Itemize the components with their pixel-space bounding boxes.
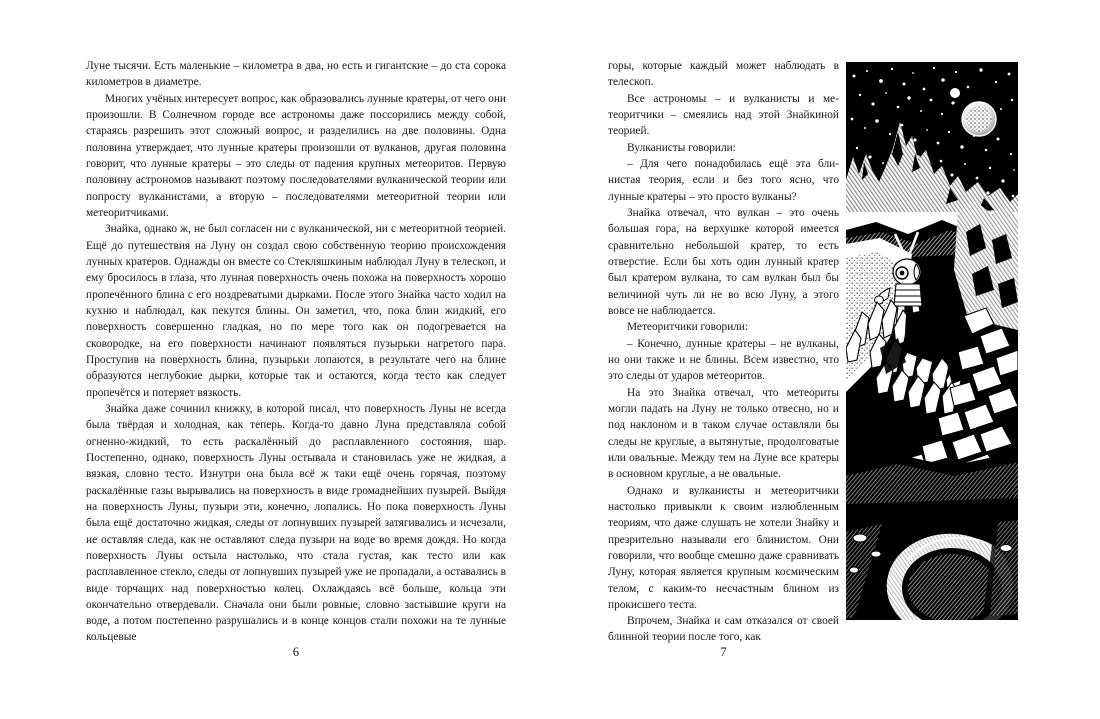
- paragraph: горы, которые каждый может наблюдать в телескоп.: [608, 60, 839, 89]
- paragraph: Метеоритчики говорили:: [627, 321, 749, 334]
- page-number-left: 6: [292, 645, 300, 659]
- bottom-edge: [846, 620, 1018, 626]
- left-page-body: [86, 58, 506, 646]
- paragraph: Многих учёных интересует вопрос, как образовались лунные кратеры, от чего они произошли. В Солнечном городе все астрономы даже поссорились между собой, стараясь разрешить этот сложный вопрос, и разделились на две половины. Одна половина утверждает, что лунные кратеры произошли от вулканов, другая половина говорит, что лунные кратеры – это следы от падения крупных метеоритов. Первую половину астрономов называют поэтому последователями вулканической теории или попросту вулканистами, а вторую – последователями метеоритной теории или метеоритчиками.: [86, 92, 506, 219]
- paragraph: – Для чего понадобилась ещё эта блинистая теория, если и без того ясно, что лунные кратеры – это просто вулканы?: [608, 157, 839, 203]
- paragraph: Знайка, однако ж, не был согласен ни с вулканической, ни с метеоритной теорией. Ещё до путешествия на Луну он создал свою собственную теорию происхождения лунных кратеров. Однажды он вместе со Стекляшкиным наблюдал Луну в телескоп, и ему бросилось в глаза, что лунная поверхность очень похожа на поверхность хорошо пропечённого блина с его ноздреватыми дырками. После этого Знайка часто ходил на кухню и наблюдал, как пекутся блины. Он заметил, что, пока блин жидкий, его поверхность совершенно гладкая, но по мере того как он подогревается на сковородке, на его поверхности начинают появляться пузырьки нагретого пара. Проступив на поверхность блина, пузырьки лопаются, в результате чего на блине образуются неглубокие дырки, которые так и остаются, когда тесто как следует пропечётся и потеряет вязкость.: [86, 223, 506, 399]
- paragraph: На это Знайка отвечал, что метеориты могли падать на Луну не только отвесно, но и под наклоном и в таком случае оставляли бы следы не круглые, а вытянутые, продолговатые или овальные. Между тем на Луне все кратеры в основном круглые, а не овальные.: [608, 386, 839, 481]
- paragraph: Вулканисты говорили:: [627, 141, 736, 154]
- paragraph: Знайка отвечал, что вулкан – это очень большая гора, на верхушке которой имеется сравнительно небольшой кратер, то есть отверстие. Если бы хоть один лунный кратер был кратером вулкана, то сам вулкан был бы величиной чуть ли не во всю Луну, а этого вовсе не наблюдается.: [608, 206, 839, 317]
- planet: [962, 102, 996, 136]
- foreground-plain: [846, 512, 1018, 626]
- small-moon: [950, 88, 960, 98]
- paragraph: Все астрономы – и вулканисты и метеоритчики – смеялись над этой Знайкиной теорией.: [608, 92, 839, 138]
- paragraph: – Конечно, лунные кратеры – не вулканы, но они также и не блины. Всем известно, что это следы от ударов метеоритов.: [608, 337, 839, 383]
- lunar-landscape-illustration: [846, 62, 1018, 626]
- page-number-right: 7: [720, 645, 727, 659]
- lunar-landscape-svg: [846, 62, 1018, 626]
- right-page-body: [608, 58, 839, 646]
- left-page: [86, 58, 506, 658]
- paragraph: Впрочем, Знайка и сам отказался от своей блинной теории после того, как: [608, 615, 839, 644]
- paragraph: Знайка даже сочинил книжку, в которой писал, что поверхность Луны не всегда была твёрдая и холодная, как теперь. Когда-то давно Луна представляла собой огненно-жидкий, то есть раскалённый до расплавленного состояния, шар. Постепенно, однако, поверхность Луны остывала и становилась уже не жидкая, а вязкая, словно тесто. Изнутри она была всё ж таки ещё очень горячая, поэтому раскалённые газы вырывались на поверхность в виде громаднейших пузырей. Выйдя на поверхность Луны, пузыри эти, конечно, лопались. Но пока поверхность Луны была ещё достаточно жидкая, следы от лопнувших пузырей затягивались и исчезали, не оставляя следа, как не оставляют следа пузыри на воде во время дождя. Но когда поверхность Луны остыла настолько, что стала густая, как тесто или как расплавленное стекло, следы от лопнувших пузырей уже не пропадали, а оставались в виде торчащих над поверхностью колец. Охлаждаясь всё больше, кольца эти окончательно отвердевали. Сначала они были ровные, словно застывшие круги на воде, а потом постепенно разрушались и в конце концов стали похожи на те лунные кольцевые: [86, 402, 506, 644]
- paragraph: Луне тысячи. Есть маленькие – километра в два, но есть и гигантские – до ста сорока километров в диаметре.: [86, 60, 506, 89]
- paragraph: Однако и вулканисты и метеоритчики настолько привыкли к своим излюбленным теориям, что даже слушать не хотели Знайку и презрительно называли его блинистом. Они говорили, что вообще смешно даже сравнивать Луну, которая является крупным космическим телом, с каким-то несчастным блином из прокисшего теста.: [608, 484, 839, 611]
